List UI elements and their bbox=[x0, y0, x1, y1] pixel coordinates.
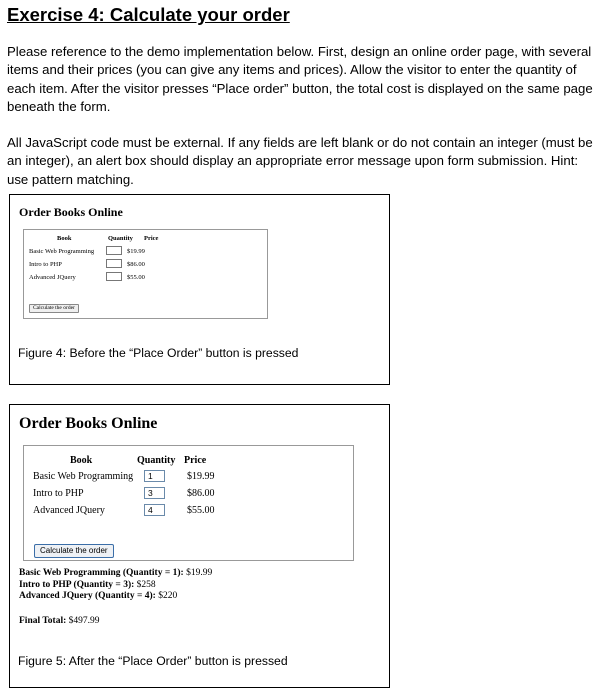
result-line bbox=[19, 591, 212, 603]
item-name: Advanced JQuery bbox=[33, 505, 105, 516]
quantity-input[interactable]: 4 bbox=[144, 504, 165, 516]
result-value: $220 bbox=[158, 591, 178, 602]
order-form bbox=[23, 229, 268, 319]
figure-5-after bbox=[9, 404, 390, 688]
final-total-value: $497.99 bbox=[68, 616, 100, 626]
figure-4-before bbox=[9, 194, 390, 385]
item-name: Basic Web Programming bbox=[33, 471, 134, 482]
calculate-order-button[interactable]: Calculate the order bbox=[29, 304, 79, 313]
item-price: $19.99 bbox=[127, 248, 145, 255]
order-form bbox=[23, 445, 354, 561]
price-column-header: Price bbox=[184, 455, 207, 466]
result-line bbox=[19, 568, 212, 580]
result-line bbox=[19, 580, 212, 592]
book-column-header: Book bbox=[57, 235, 72, 242]
calculate-order-button[interactable]: Calculate the order bbox=[34, 544, 114, 558]
final-total bbox=[19, 616, 100, 626]
order-results bbox=[19, 568, 212, 603]
figure-5-caption: Figure 5: After the “Place Order” button is pressed bbox=[18, 654, 288, 668]
result-value: $258 bbox=[136, 579, 156, 590]
final-total-label: Final Total: bbox=[19, 616, 67, 626]
quantity-column-header: Quantity bbox=[137, 455, 176, 466]
item-name: Intro to PHP bbox=[29, 261, 62, 268]
result-label: Intro to PHP (Quantity = 3): bbox=[19, 579, 135, 590]
quantity-input[interactable] bbox=[106, 246, 122, 255]
item-name: Advanced JQuery bbox=[29, 274, 76, 281]
quantity-input[interactable]: 1 bbox=[144, 470, 165, 482]
quantity-column-header: Quantity bbox=[108, 235, 133, 242]
result-value: $19.99 bbox=[186, 568, 213, 578]
result-label: Advanced JQuery (Quantity = 4): bbox=[19, 591, 156, 602]
item-price: $55.00 bbox=[127, 274, 145, 281]
item-name: Basic Web Programming bbox=[29, 248, 95, 255]
order-page-heading: Order Books Online bbox=[19, 415, 158, 432]
item-price: $86.00 bbox=[127, 261, 145, 268]
order-page-heading: Order Books Online bbox=[19, 205, 123, 219]
instructions-paragraph-1: Please reference to the demo implementation below. First, design an online order page, with several items and their prices (you can give any items and prices). Allow the visitor to enter the quantity of each item. After the visitor presses “Place order” button, the total cost is displayed on the same page beneath the form. bbox=[7, 44, 593, 114]
quantity-input[interactable] bbox=[106, 272, 122, 281]
figure-4-caption: Figure 4: Before the “Place Order” button is pressed bbox=[18, 346, 299, 360]
price-column-header: Price bbox=[144, 235, 159, 242]
quantity-input[interactable]: 3 bbox=[144, 487, 165, 499]
result-label: Basic Web Programming (Quantity = 1): bbox=[19, 568, 184, 578]
quantity-input[interactable] bbox=[106, 259, 122, 268]
item-name: Intro to PHP bbox=[33, 488, 84, 499]
exercise-title: Exercise 4: Calculate your order bbox=[7, 4, 290, 25]
item-price: $55.00 bbox=[187, 505, 215, 516]
item-price: $19.99 bbox=[187, 471, 215, 482]
book-column-header: Book bbox=[70, 455, 93, 466]
instructions-paragraph-2: All JavaScript code must be external. If any fields are left blank or do not contain an integer (must be an integer), an alert box should display an appropriate error message upon form submission. Hint: use pattern matching. bbox=[7, 135, 593, 187]
item-price: $86.00 bbox=[187, 488, 215, 499]
